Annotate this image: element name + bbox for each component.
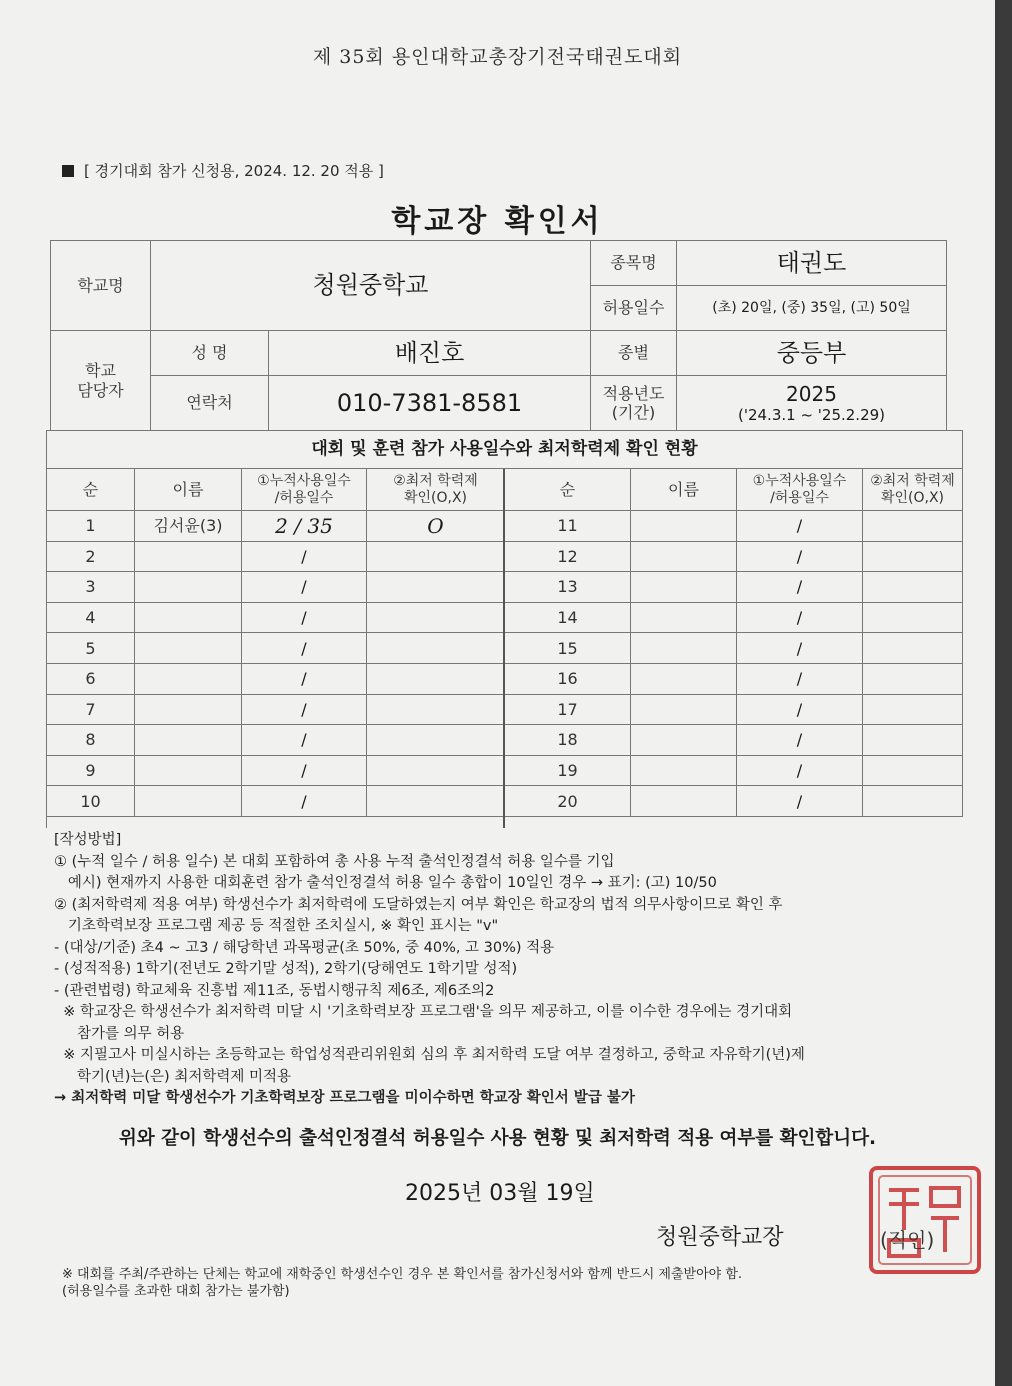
division-label: 종별 [591, 331, 677, 376]
sport-value: 태권도 [677, 241, 947, 286]
header-days-line1: ①누적사용일수 [752, 472, 847, 489]
student-name [135, 542, 242, 573]
student-name [135, 695, 242, 726]
sport-label: 종목명 [591, 241, 677, 286]
row-number: 4 [47, 603, 135, 634]
header-days-left [242, 469, 367, 511]
min-academic-check [367, 756, 505, 787]
days-used: / [737, 511, 863, 542]
row-number: 18 [505, 725, 631, 756]
days-used: / [737, 572, 863, 603]
footer-line-1: ※ 대회를 주최/주관하는 단체는 학교에 재학중인 학생선수인 경우 본 확인서를 참가신청서와 함께 반드시 제출받아야 함. [62, 1267, 743, 1282]
header-name-left: 이름 [135, 469, 242, 511]
min-academic-check [863, 695, 963, 726]
header-name-right: 이름 [631, 469, 737, 511]
row-number: 6 [47, 664, 135, 695]
min-academic-check [863, 725, 963, 756]
note-line: 학기(년)는(은) 최저학력제 미적용 [54, 1068, 291, 1085]
min-academic-check [367, 603, 505, 634]
footer-note [62, 1266, 742, 1300]
phone-value: 010-7381-8581 [269, 376, 591, 431]
row-number: 2 [47, 542, 135, 573]
min-academic-check: O [367, 511, 505, 542]
note-line: ※ 지필고사 미실시하는 초등학교는 학업성적관리위원회 심의 후 최저학력 도달 여부 결정하고, 중학교 자유학기(년)제 [54, 1047, 805, 1063]
min-academic-check [863, 756, 963, 787]
student-name [631, 572, 737, 603]
days-used: / [737, 633, 863, 664]
year-label [591, 376, 677, 431]
student-name [135, 572, 242, 603]
student-name [135, 756, 242, 787]
student-name [631, 542, 737, 573]
days-used: / [242, 633, 367, 664]
header-days-line2: /허용일수 [770, 489, 829, 506]
days-used: / [737, 725, 863, 756]
days-used: / [242, 786, 367, 817]
min-academic-check [367, 572, 505, 603]
row-number: 5 [47, 633, 135, 664]
days-used: / [737, 664, 863, 695]
min-academic-check [367, 664, 505, 695]
header-check-line2: 확인(O,X) [403, 489, 468, 506]
year-value-cell [677, 376, 947, 431]
year-period: ('24.3.1 ~ '25.2.29) [737, 406, 886, 424]
form-tag [62, 160, 384, 181]
days-used: / [242, 756, 367, 787]
division-value: 중등부 [677, 331, 947, 376]
student-name [135, 603, 242, 634]
year-label-line1: 적용년도 [602, 383, 665, 403]
header-check-line1: ②최저 학력제 [870, 472, 955, 489]
days-used: / [737, 542, 863, 573]
name-label: 성 명 [151, 331, 269, 376]
note-line: - (성적적용) 1학기(전년도 2학기말 성적), 2학기(당해연도 1학기말 성적) [54, 961, 518, 977]
year-label-line2: (기간) [611, 403, 656, 422]
contact-person-label-line2: 담당자 [77, 380, 124, 400]
header-check-right [863, 469, 963, 511]
days-used: / [737, 603, 863, 634]
school-label: 학교명 [51, 241, 151, 331]
days-used: / [242, 542, 367, 573]
writing-instructions [54, 830, 954, 1110]
note-line: 예시) 현재까지 사용한 대회훈련 참가 출석인정결석 허용 일수 총합이 10일인 경우 → 표기: (고) 10/50 [54, 875, 717, 891]
min-academic-check [367, 633, 505, 664]
background-edge [995, 0, 1012, 1386]
row-number: 12 [505, 542, 631, 573]
row-number: 3 [47, 572, 135, 603]
note-line: → 최저학력 미달 학생선수가 기초학력보장 프로그램을 미이수하면 학교장 확인서 발급 불가 [54, 1090, 635, 1106]
student-name [135, 725, 242, 756]
note-line: 기초학력보장 프로그램 제공 등 적절한 조치실시, ※ 확인 표시는 "v" [54, 918, 499, 934]
header-no-left: 순 [47, 469, 135, 511]
row-number: 17 [505, 695, 631, 726]
student-name [631, 603, 737, 634]
row-number: 16 [505, 664, 631, 695]
row-number: 7 [47, 695, 135, 726]
days-used: / [242, 664, 367, 695]
row-number: 1 [47, 511, 135, 542]
confirmation-statement: 위와 같이 학생선수의 출석인정결석 허용일수 사용 현황 및 최저학력 적용 여부를 확인합니다. [119, 1128, 876, 1149]
row-number: 15 [505, 633, 631, 664]
note-line: ② (최저학력제 적용 여부) 학생선수가 최저학력에 도달하였는지 여부 확인은 학교장의 법적 의무사항이므로 확인 후 [54, 896, 783, 913]
days-used: 2 / 35 [242, 511, 367, 542]
header-days-line1: ①누적사용일수 [257, 472, 351, 489]
table-divider [503, 469, 505, 828]
student-name [631, 786, 737, 817]
days-used: / [242, 572, 367, 603]
row-number: 9 [47, 756, 135, 787]
roster-table-title: 대회 및 훈련 참가 사용일수와 최저학력제 확인 현황 [47, 431, 963, 469]
year-value: 2025 [786, 382, 837, 406]
note-line: - (대상/기준) 초4 ~ 고3 / 해당학년 과목평균(초 50%, 중 40%, 고 30%) 적용 [54, 939, 555, 956]
document-title: 학교장 확인서 [391, 204, 604, 239]
min-academic-check [863, 603, 963, 634]
days-used: / [242, 725, 367, 756]
allowed-days-value: (초) 20일, (중) 35일, (고) 50일 [677, 286, 947, 331]
min-academic-check [367, 542, 505, 573]
student-name [135, 633, 242, 664]
student-name [631, 511, 737, 542]
name-value: 배진호 [269, 331, 591, 376]
row-number: 19 [505, 756, 631, 787]
contact-person-label [51, 331, 151, 431]
days-used: / [242, 695, 367, 726]
min-academic-check [863, 633, 963, 664]
footer-line-2: (허용일수를 초과한 대회 참가는 불가함) [62, 1284, 290, 1299]
days-used: / [737, 756, 863, 787]
principal-title: 청원중학교장 [656, 1225, 784, 1250]
note-line: 참가를 의무 허용 [54, 1025, 185, 1042]
student-name [631, 756, 737, 787]
min-academic-check [863, 542, 963, 573]
min-academic-check [367, 725, 505, 756]
roster-table [46, 430, 963, 828]
student-name [631, 695, 737, 726]
header-no-right: 순 [505, 469, 631, 511]
info-table [50, 240, 947, 431]
student-name [135, 664, 242, 695]
header-check-line1: ②최저 학력제 [393, 472, 478, 489]
min-academic-check [367, 695, 505, 726]
form-tag-text: [ 경기대회 참가 신청용, 2024. 12. 20 적용 ] [84, 162, 384, 180]
official-seal-stamp [865, 1160, 985, 1280]
school-name: 청원중학교 [151, 241, 591, 331]
issue-date: 2025년 03월 19일 [405, 1181, 595, 1206]
note-line: ① (누적 일수 / 허용 일수) 본 대회 포함하여 총 사용 누적 출석인정결석 허용 일수를 기입 [54, 853, 615, 870]
min-academic-check [863, 786, 963, 817]
seal-text: (직인) [880, 1228, 935, 1252]
row-number: 13 [505, 572, 631, 603]
min-academic-check [863, 572, 963, 603]
student-name [631, 725, 737, 756]
header-check-left [367, 469, 505, 511]
header-check-line2: 확인(O,X) [880, 489, 945, 506]
row-number: 8 [47, 725, 135, 756]
student-name [135, 786, 242, 817]
row-number: 14 [505, 603, 631, 634]
phone-label: 연락처 [151, 376, 269, 431]
min-academic-check [367, 786, 505, 817]
days-used: / [737, 786, 863, 817]
notes-heading: [작성방법] [54, 832, 122, 848]
days-used: / [242, 603, 367, 634]
student-name: 김서윤(3) [135, 511, 242, 542]
days-used: / [737, 695, 863, 726]
row-number: 11 [505, 511, 631, 542]
min-academic-check [863, 664, 963, 695]
note-line: ※ 학교장은 학생선수가 최저학력 미달 시 '기초학력보장 프로그램'을 의무 제공하고, 이를 이수한 경우에는 경기대회 [54, 1004, 793, 1020]
min-academic-check [863, 511, 963, 542]
square-bullet-icon [62, 165, 74, 177]
note-line: - (관련법령) 학교체육 진흥법 제11조, 동법시행규칙 제6조, 제6조의2 [54, 982, 495, 999]
student-name [631, 664, 737, 695]
header-days-right [737, 469, 863, 511]
student-name [631, 633, 737, 664]
row-number: 10 [47, 786, 135, 817]
event-title: 제 35회 용인대학교총장기전국태권도대회 [312, 46, 683, 68]
contact-person-label-line1: 학교 [85, 361, 116, 381]
allowed-days-label: 허용일수 [591, 286, 677, 331]
row-number: 20 [505, 786, 631, 817]
header-days-line2: /허용일수 [274, 489, 334, 506]
